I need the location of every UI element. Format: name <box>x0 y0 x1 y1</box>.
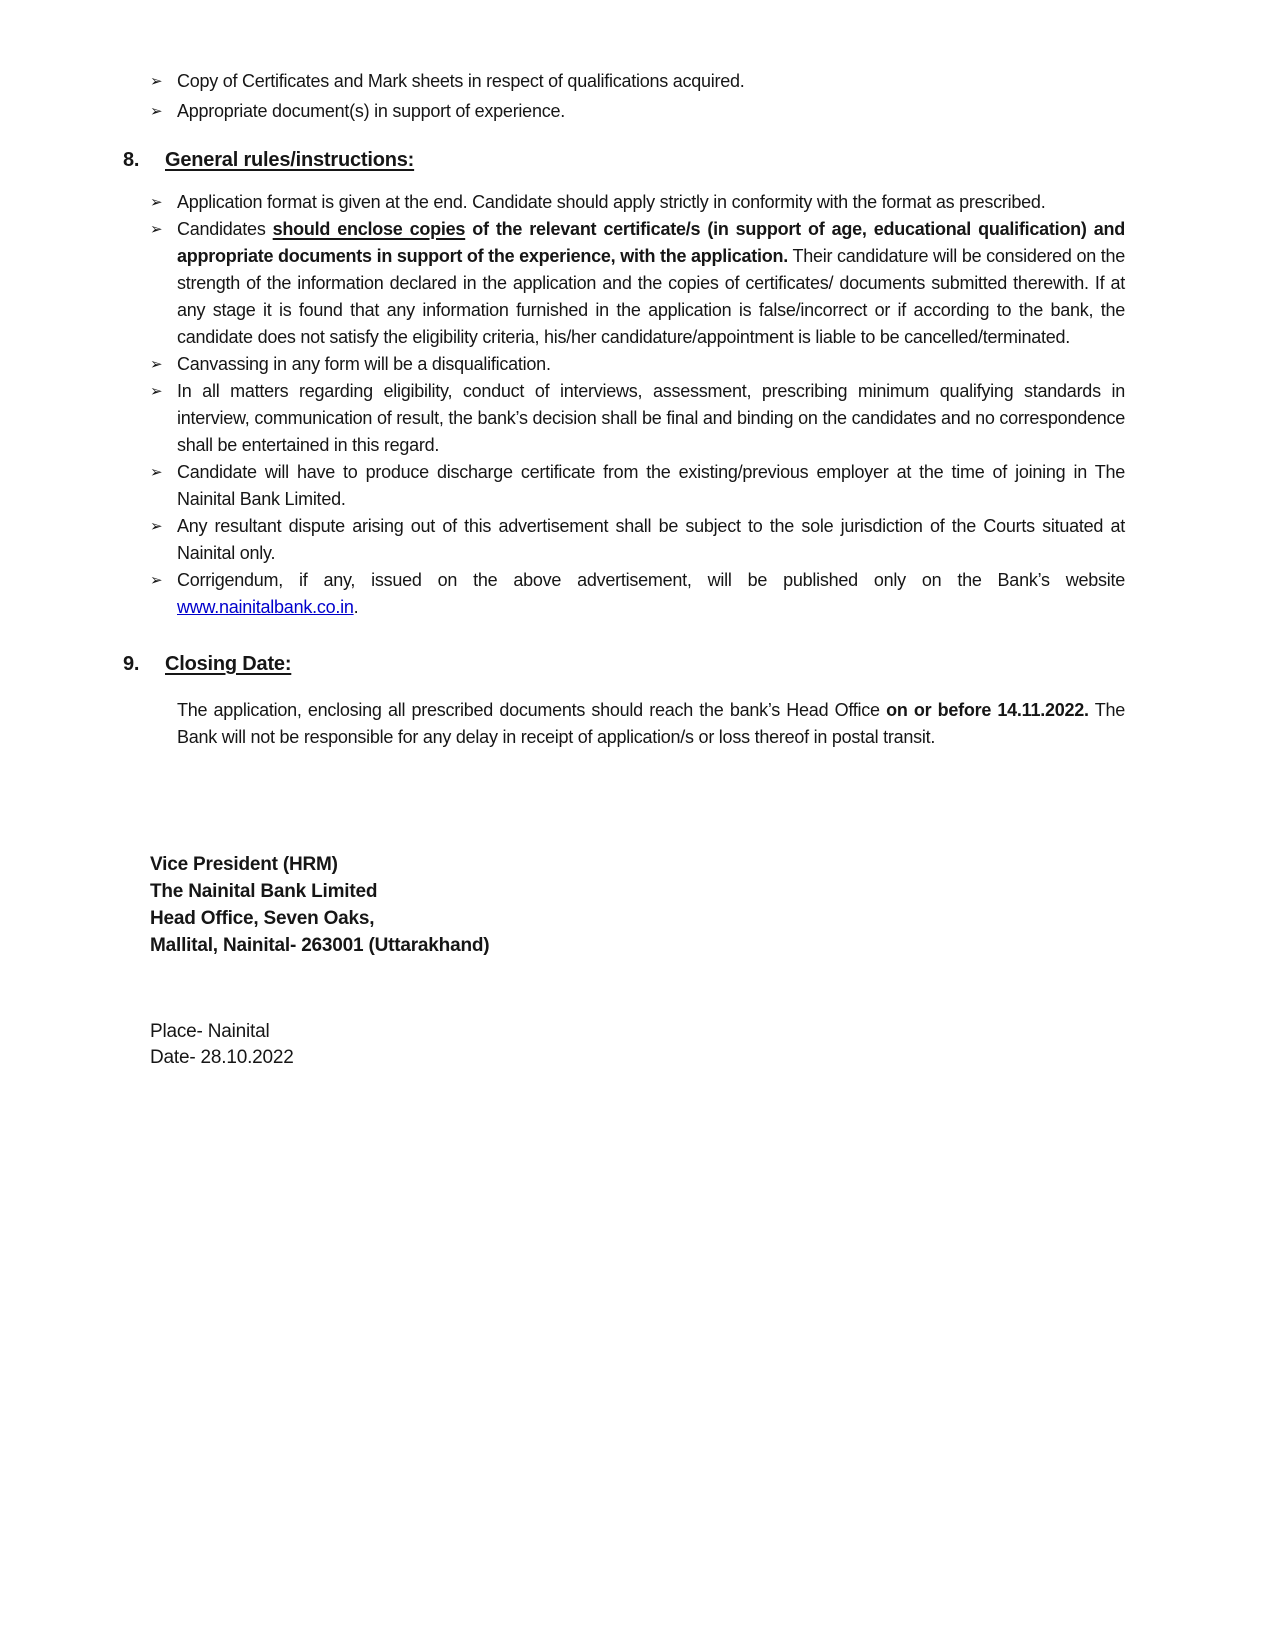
closing-text-plain: The Bank will not be responsible for any delay in receipt of application/s or loss thereof in postal transit. <box>177 700 1125 747</box>
rule-text-plain: Their candidature will be considered on the strength of the information declared in the application and the copies of certificates/ documents submitted therewith. If at any stage it is found that any information furnished in the application is false/incorrect or if according to the bank, the candidate does not satisfy the eligibility criteria, his/her candidature/appointment is liable to be cancelled/terminated. <box>177 246 1126 347</box>
section-9-heading <box>123 651 1125 677</box>
bullet-arrow-icon: ➢ <box>150 73 163 90</box>
rule-item-enclose-copies <box>150 216 1125 351</box>
signature-line-designation: Vice President (HRM) <box>150 854 338 875</box>
pre-bullet-item <box>150 68 1125 95</box>
bullet-text: Appropriate document(s) in support of experience. <box>177 101 565 121</box>
bullet-arrow-icon: ➢ <box>150 103 163 120</box>
closing-text-bold: on or before 14.11.2022. <box>886 700 1089 720</box>
bank-website-link[interactable]: www.nainitalbank.co.in <box>177 597 354 617</box>
bullet-arrow-icon: ➢ <box>150 518 163 535</box>
rule-item-application-format <box>150 189 1125 216</box>
section-9-title: Closing Date: <box>165 653 292 675</box>
signature-line-office: Head Office, Seven Oaks, <box>150 908 375 929</box>
section-8-number: 8. <box>123 149 140 171</box>
rule-text-bold: of the relevant certificate/s (in support of age, educational qualification) and appropriate documents in support of the experience, with the application. <box>177 219 1125 266</box>
rule-text-plain: . <box>353 597 359 617</box>
rule-item-canvassing <box>150 351 1125 378</box>
bullet-arrow-icon: ➢ <box>150 572 163 589</box>
closing-date-paragraph <box>177 697 1125 751</box>
bullet-arrow-icon: ➢ <box>150 464 163 481</box>
section-8-heading <box>123 147 1125 173</box>
rule-item-jurisdiction <box>150 513 1125 567</box>
section-8-title: General rules/instructions: <box>165 149 415 171</box>
rule-text <box>177 216 1125 351</box>
pre-bullet-item <box>150 98 1125 125</box>
rule-text-bold-underlined: should enclose copies <box>272 219 466 239</box>
rule-text-plain: Candidates <box>177 219 273 239</box>
signature-block <box>150 851 1125 959</box>
date-line: Date- 28.10.2022 <box>150 1047 294 1068</box>
rule-text: Canvassing in any form will be a disqualification. <box>177 354 551 374</box>
rule-item-discharge-certificate <box>150 459 1125 513</box>
rule-text: In all matters regarding eligibility, conduct of interviews, assessment, prescribing minimum qualifying standards in interview, communication of result, the bank’s decision shall be final and binding on the candidates and no correspondence shall be entertained in this regard. <box>177 381 1125 455</box>
rule-text: Candidate will have to produce discharge certificate from the existing/previous employer at the time of joining in The Nainital Bank Limited. <box>177 462 1125 509</box>
rule-text-plain: Corrigendum, if any, issued on the above advertisement, will be published only on the Bank’s website <box>177 570 1125 590</box>
rule-item-eligibility-matters <box>150 378 1125 459</box>
signature-line-address: Mallital, Nainital- 263001 (Uttarakhand) <box>150 935 490 956</box>
rule-text: Any resultant dispute arising out of this advertisement shall be subject to the sole jurisdiction of the Courts situated at Nainital only. <box>177 516 1125 563</box>
bullet-arrow-icon: ➢ <box>150 221 163 238</box>
closing-text-plain: The application, enclosing all prescribed documents should reach the bank’s Head Office <box>177 700 887 720</box>
signature-line-bank-name: The Nainital Bank Limited <box>150 881 378 902</box>
pre-section-bullet-list <box>150 68 1125 125</box>
section-9-number: 9. <box>123 653 140 675</box>
rule-item-corrigendum <box>150 567 1125 621</box>
bullet-arrow-icon: ➢ <box>150 383 163 400</box>
bullet-arrow-icon: ➢ <box>150 356 163 373</box>
bullet-text: Copy of Certificates and Mark sheets in respect of qualifications acquired. <box>177 71 745 91</box>
rule-text: Application format is given at the end. Candidate should apply strictly in conformity with the format as prescribed. <box>177 192 1046 212</box>
rule-text <box>177 567 1125 621</box>
general-rules-list <box>150 189 1125 621</box>
place-date-block <box>150 1019 1125 1071</box>
place-line: Place- Nainital <box>150 1021 270 1042</box>
bullet-arrow-icon: ➢ <box>150 194 163 211</box>
